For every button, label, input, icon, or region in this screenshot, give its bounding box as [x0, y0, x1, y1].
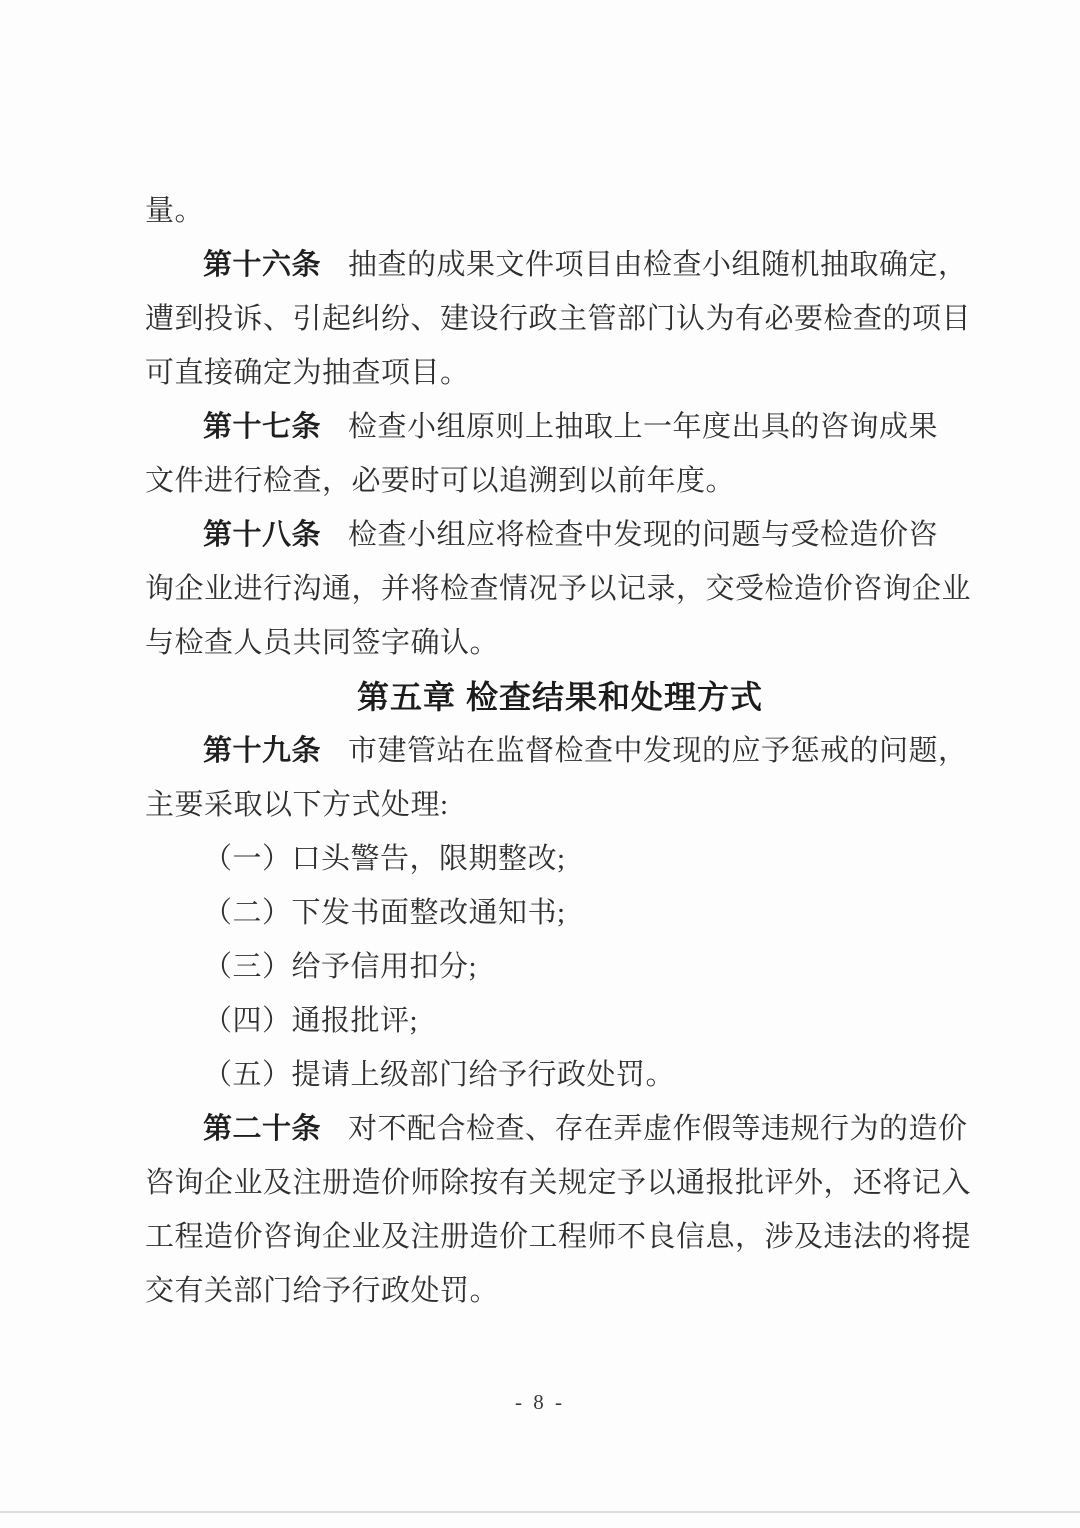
line-text: 可直接确定为抽查项目。	[145, 357, 470, 389]
article-number-label: 第十九条	[203, 735, 322, 767]
text-line	[145, 508, 975, 562]
line-text: 工程造价咨询企业及注册造价工程师不良信息，涉及违法的将提	[145, 1221, 972, 1253]
line-text: 与检查人员共同签字确认。	[145, 627, 500, 659]
line-text: （四）通报批评;	[203, 1005, 419, 1037]
line-text: （三）给予信用扣分;	[203, 951, 478, 983]
text-line	[145, 346, 975, 400]
line-text: 市建管站在监督检查中发现的应予惩戒的问题，	[348, 735, 968, 767]
article-number-label: 第十八条	[203, 519, 322, 551]
line-text: （五）提请上级部门给予行政处罚。	[203, 1059, 676, 1091]
page-number: - 8 -	[515, 1390, 565, 1414]
text-line	[145, 886, 975, 940]
article-number-label: 第十七条	[203, 411, 322, 443]
line-text: 遭到投诉、引起纠纷、建设行政主管部门认为有必要检查的项目	[145, 303, 972, 335]
line-text: 询企业进行沟通，并将检查情况予以记录，交受检造价咨询企业	[145, 573, 972, 605]
article-number-label: 第二十条	[203, 1113, 322, 1145]
line-text: （一）口头警告，限期整改;	[203, 843, 566, 875]
text-line	[145, 292, 975, 346]
chapter-heading	[145, 670, 975, 724]
line-text: 量。	[145, 195, 205, 227]
text-line	[145, 238, 975, 292]
text-line	[145, 616, 975, 670]
line-text: 交有关部门给予行政处罚。	[145, 1275, 500, 1307]
text-line	[145, 1102, 975, 1156]
text-line	[145, 454, 975, 508]
article-number-label: 第十六条	[203, 249, 322, 281]
text-line	[145, 562, 975, 616]
line-text: 第五章 检查结果和处理方式	[357, 679, 763, 715]
line-text: 文件进行检查，必要时可以追溯到以前年度。	[145, 465, 736, 497]
line-text: 检查小组应将检查中发现的问题与受检造价咨	[348, 519, 939, 551]
text-line	[145, 994, 975, 1048]
text-line	[145, 778, 975, 832]
text-line	[145, 1264, 975, 1318]
document-body	[145, 184, 975, 1318]
line-text: （二）下发书面整改通知书;	[203, 897, 566, 929]
line-text: 主要采取以下方式处理:	[145, 789, 449, 821]
line-text: 咨询企业及注册造价师除按有关规定予以通报批评外，还将记入	[145, 1167, 972, 1199]
text-line	[145, 400, 975, 454]
line-text: 抽查的成果文件项目由检查小组随机抽取确定，	[348, 249, 968, 281]
line-text: 对不配合检查、存在弄虚作假等违规行为的造价	[348, 1113, 968, 1145]
page-bottom-divider	[0, 1511, 1080, 1513]
text-line	[145, 1156, 975, 1210]
line-text: 检查小组原则上抽取上一年度出具的咨询成果	[348, 411, 939, 443]
text-line	[145, 832, 975, 886]
text-line	[145, 1210, 975, 1264]
text-line	[145, 724, 975, 778]
text-line	[145, 940, 975, 994]
text-line	[145, 184, 975, 238]
text-line	[145, 1048, 975, 1102]
